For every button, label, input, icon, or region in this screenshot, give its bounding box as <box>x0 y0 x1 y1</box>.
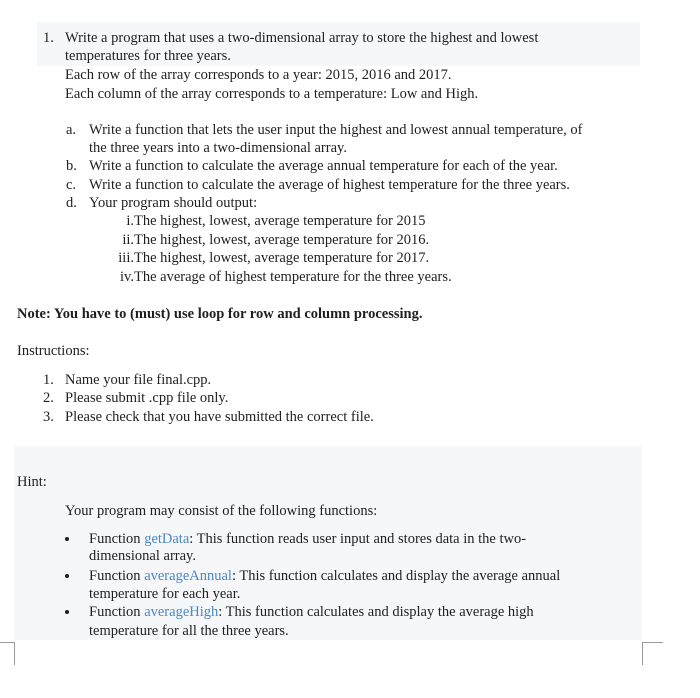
question-number: 1. <box>43 30 54 46</box>
sub-item-a-line-1: Write a function that lets the user input the highest and lowest annual temperature, of <box>89 122 583 138</box>
question-line-2: temperatures for three years. <box>65 48 231 64</box>
hint-bullet-line <box>89 530 526 548</box>
function-name-averageannual: averageAnnual <box>144 568 232 584</box>
sub-marker-d: d. <box>66 195 77 211</box>
instruction-item: Please check that you have submitted the correct file. <box>65 409 374 425</box>
hint-bullet-desc: : This function calculates and display the average high <box>218 604 534 620</box>
roman-item: The average of highest temperature for the three years. <box>134 269 452 285</box>
crop-mark-left <box>0 642 15 665</box>
roman-marker: iv. <box>120 269 134 285</box>
roman-item: The highest, lowest, average temperature for 2017. <box>134 250 430 266</box>
hint-bullet-line <box>89 603 534 621</box>
sub-item-d: Your program should output: <box>89 195 258 211</box>
hint-bullet-desc: : This function reads user input and stores data in the two- <box>189 531 527 547</box>
hint-bullet-line <box>89 567 560 585</box>
hint-bullet-prefix: Function <box>89 568 145 584</box>
hint-bullet-prefix: Function <box>89 531 145 547</box>
roman-item: The highest, lowest, average temperature for 2016. <box>134 232 430 248</box>
hint-bullet-prefix: Function <box>89 604 145 620</box>
hint-bullet-continuation: temperature for all the three years. <box>89 623 289 639</box>
question-line-4: Each column of the array corresponds to a temperature: Low and High. <box>65 86 479 102</box>
roman-marker: i. <box>126 213 134 229</box>
sub-item-a-line-2: the three years into a two-dimensional array. <box>89 140 347 156</box>
instruction-item: Name your file final.cpp. <box>65 372 212 388</box>
bullet-icon <box>65 574 69 578</box>
roman-item: The highest, lowest, average temperature for 2015 <box>134 213 426 229</box>
instruction-number: 1. <box>43 372 54 388</box>
instructions-heading: Instructions: <box>17 343 90 359</box>
hint-bullet-continuation: dimensional array. <box>89 548 196 564</box>
instruction-item: Please submit .cpp file only. <box>65 390 229 406</box>
question-line-3: Each row of the array corresponds to a year: 2015, 2016 and 2017. <box>65 67 452 83</box>
sub-marker-a: a. <box>66 122 77 138</box>
question-line-1: Write a program that uses a two-dimensional array to store the highest and lowest <box>65 30 539 46</box>
function-name-averagehigh: averageHigh <box>144 604 219 620</box>
roman-marker: iii. <box>118 250 134 266</box>
bullet-icon <box>65 610 69 614</box>
note-text: Note: You have to (must) use loop for row and column processing. <box>17 306 423 322</box>
instruction-number: 3. <box>43 409 54 425</box>
sub-item-b: Write a function to calculate the average annual temperature for each of the year. <box>89 158 558 174</box>
sub-item-c: Write a function to calculate the average of highest temperature for the three years. <box>89 177 570 193</box>
hint-heading: Hint: <box>17 474 47 490</box>
crop-mark-right <box>642 642 663 665</box>
sub-marker-b: b. <box>66 158 77 174</box>
bullet-icon <box>65 537 69 541</box>
function-name-getdata: getData <box>144 531 190 547</box>
sub-marker-c: c. <box>66 177 77 193</box>
roman-marker: ii. <box>122 232 134 248</box>
hint-bullet-continuation: temperature for each year. <box>89 586 241 602</box>
instruction-number: 2. <box>43 390 54 406</box>
hint-bullet-desc: : This function calculates and display the average annual <box>231 568 561 584</box>
hint-intro: Your program may consist of the following functions: <box>65 503 378 519</box>
